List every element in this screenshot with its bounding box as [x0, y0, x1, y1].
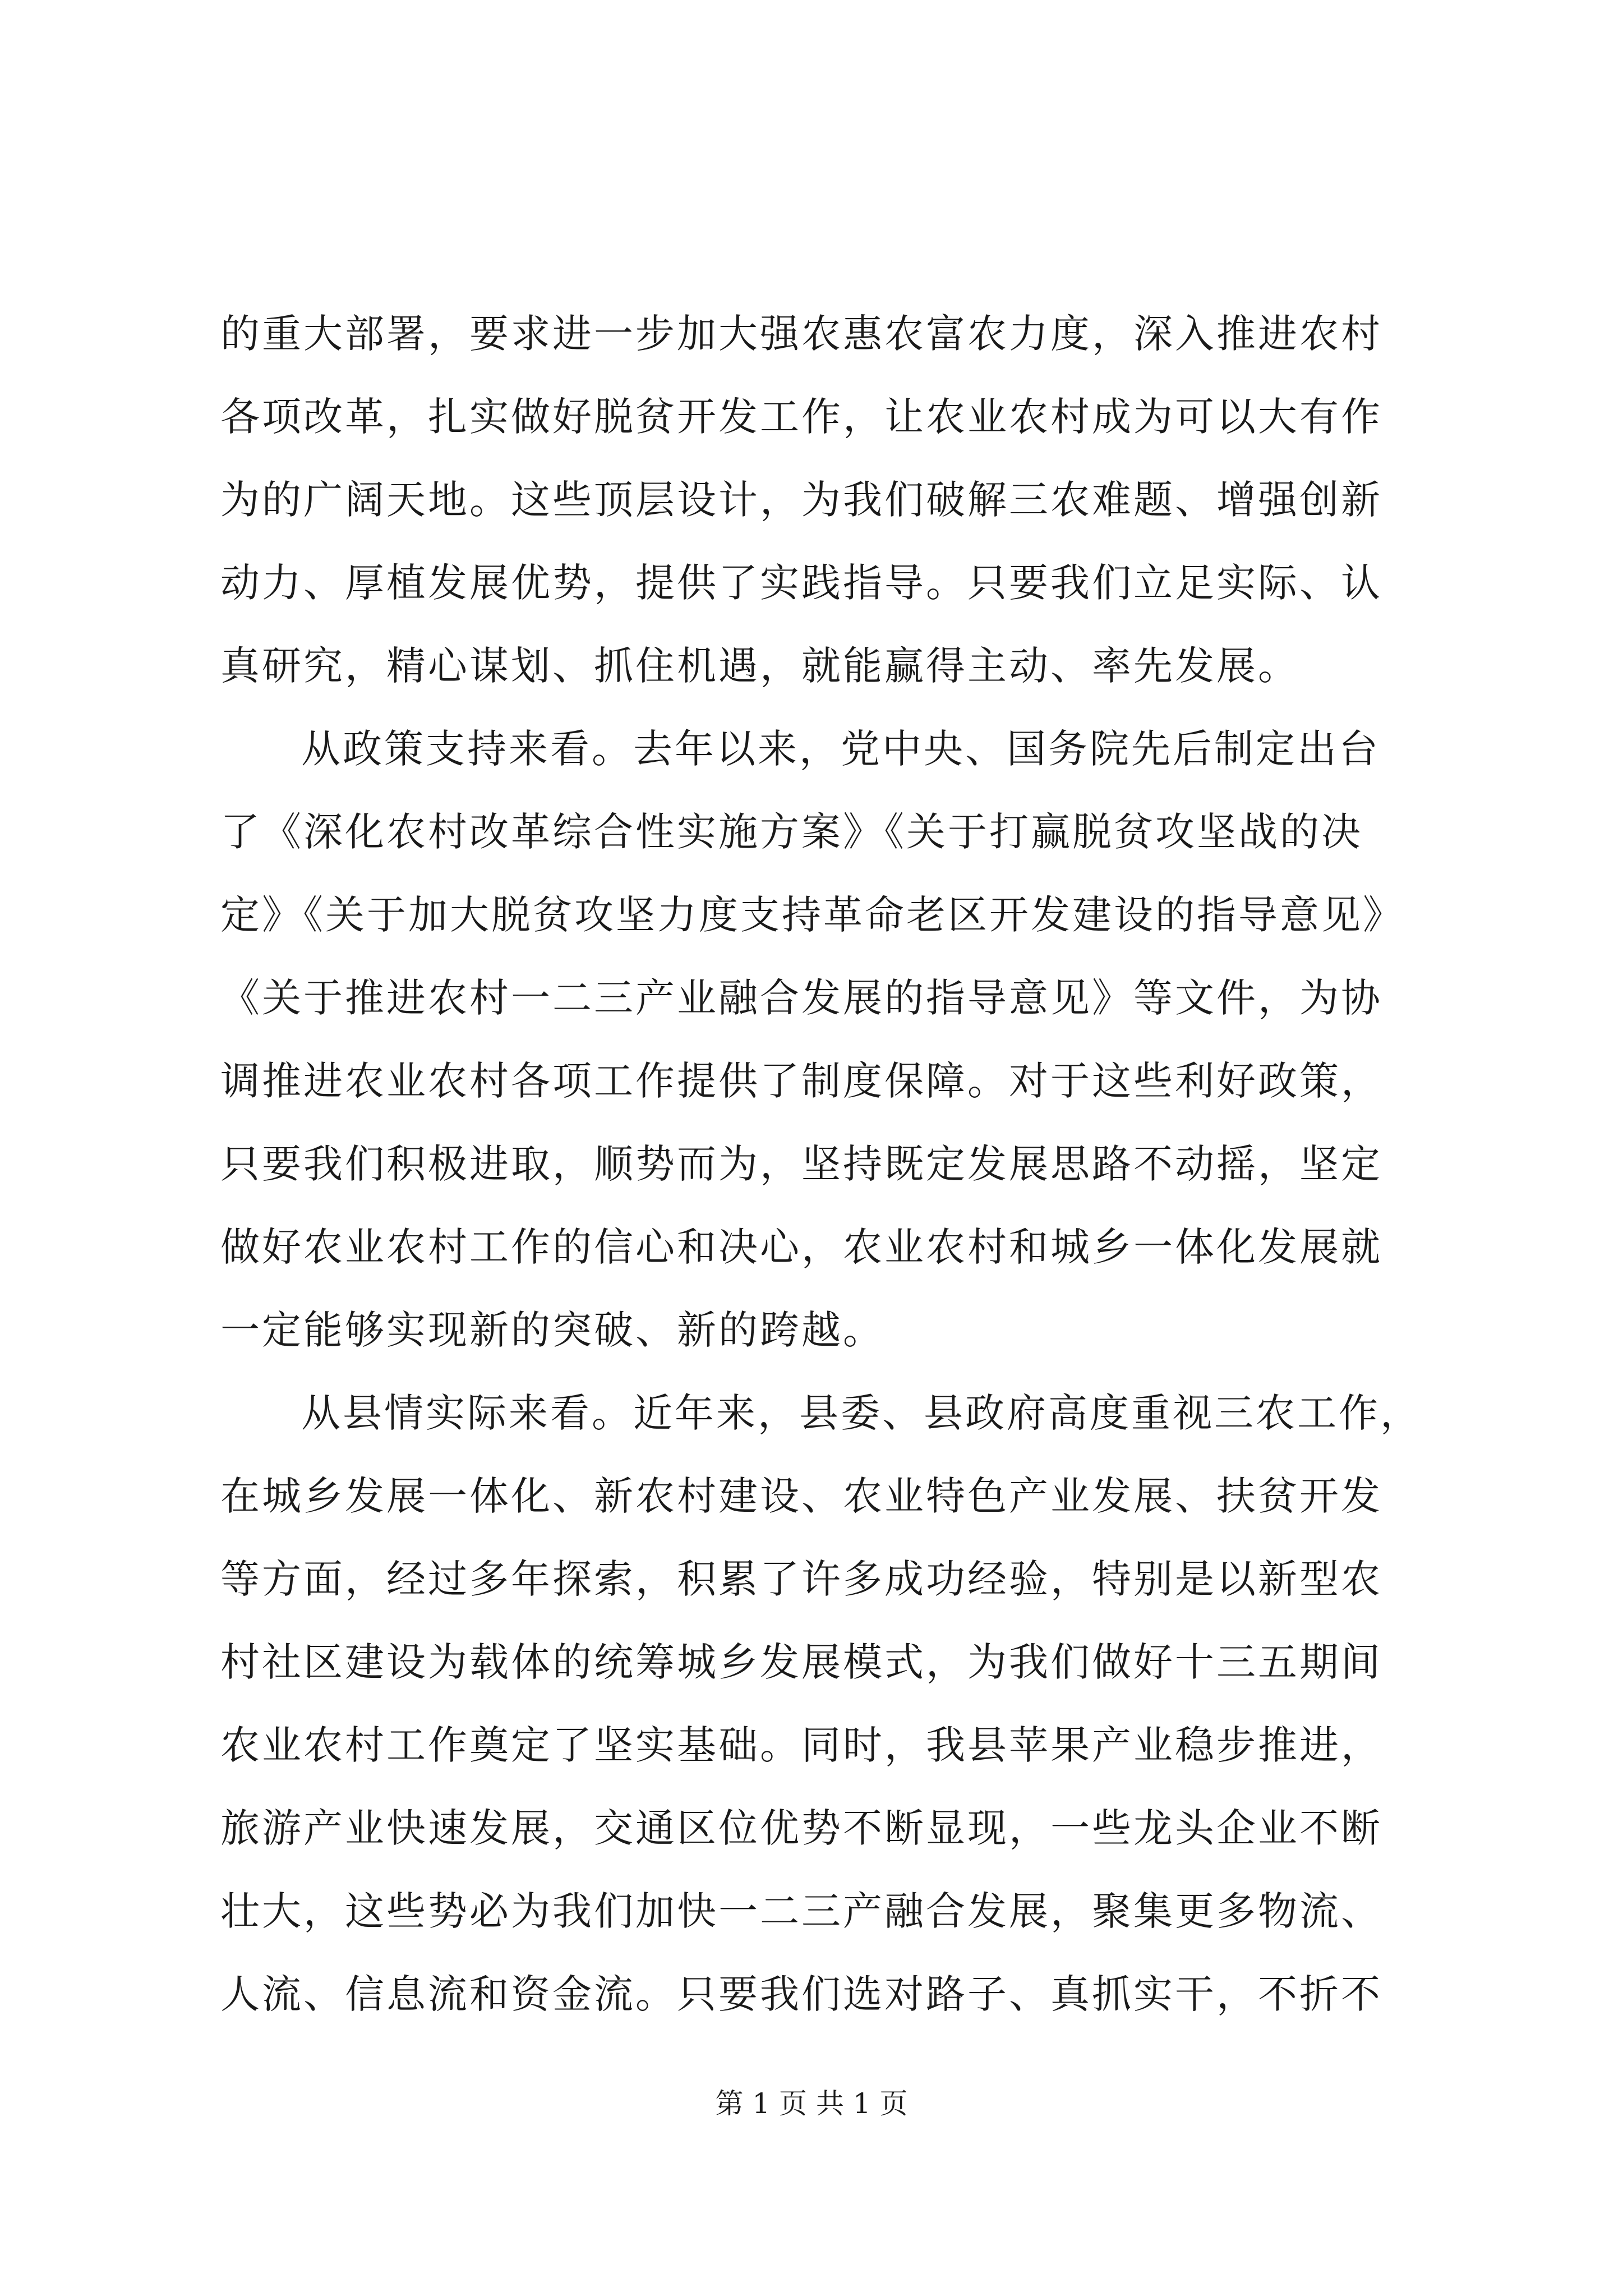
text-line: 动力、厚植发展优势，提供了实践指导。只要我们立足实际、认 [220, 560, 1382, 606]
text-line: 各项改革，扎实做好脱贫开发工作，让农业农村成为可以大有作 [220, 394, 1382, 440]
text-line: 人流、信息流和资金流。只要我们选对路子、真抓实干，不折不 [220, 1971, 1382, 2017]
text-line: 真研究，精心谋划、抓住机遇，就能赢得主动、率先发展。 [220, 643, 1299, 689]
text-line: 一定能够实现新的突破、新的跨越。 [220, 1307, 884, 1353]
text-line: 村社区建设为载体的统筹城乡发展模式，为我们做好十三五期间 [220, 1639, 1382, 1685]
text-line: 的重大部署，要求进一步加大强农惠农富农力度，深入推进农村 [220, 311, 1382, 357]
text-line: 在城乡发展一体化、新农村建设、农业特色产业发展、扶贫开发 [220, 1473, 1382, 1519]
text-line: 做好农业农村工作的信心和决心，农业农村和城乡一体化发展就 [220, 1224, 1382, 1270]
text-line: 《关于推进农村一二三产业融合发展的指导意见》等文件，为协 [220, 975, 1382, 1021]
text-line: 调推进农业农村各项工作提供了制度保障。对于这些利好政策， [220, 1058, 1382, 1104]
text-line: 了《深化农村改革综合性实施方案》《关于打赢脱贫攻坚战的决 [220, 809, 1363, 855]
page-number-footer: 第 1 页 共 1 页 [715, 2087, 908, 2120]
text-line: 只要我们积极进取，顺势而为，坚持既定发展思路不动摇，坚定 [220, 1141, 1382, 1187]
text-line: 定》《关于加大脱贫攻坚力度支持革命老区开发建设的指导意见》 [220, 892, 1404, 938]
text-line: 等方面，经过多年探索，积累了许多成功经验，特别是以新型农 [220, 1556, 1382, 1602]
paragraph-first-line: 从政策支持来看。去年以来，党中央、国务院先后制定出台 [301, 726, 1380, 772]
text-line: 为的广阔天地。这些顶层设计，为我们破解三农难题、增强创新 [220, 477, 1382, 523]
text-line: 壮大，这些势必为我们加快一二三产融合发展，聚集更多物流、 [220, 1888, 1382, 1934]
text-line: 旅游产业快速发展，交通区位优势不断显现，一些龙头企业不断 [220, 1805, 1382, 1851]
text-line: 农业农村工作奠定了坚实基础。同时，我县苹果产业稳步推进， [220, 1722, 1382, 1768]
paragraph-first-line: 从县情实际来看。近年来，县委、县政府高度重视三农工作， [301, 1390, 1422, 1436]
